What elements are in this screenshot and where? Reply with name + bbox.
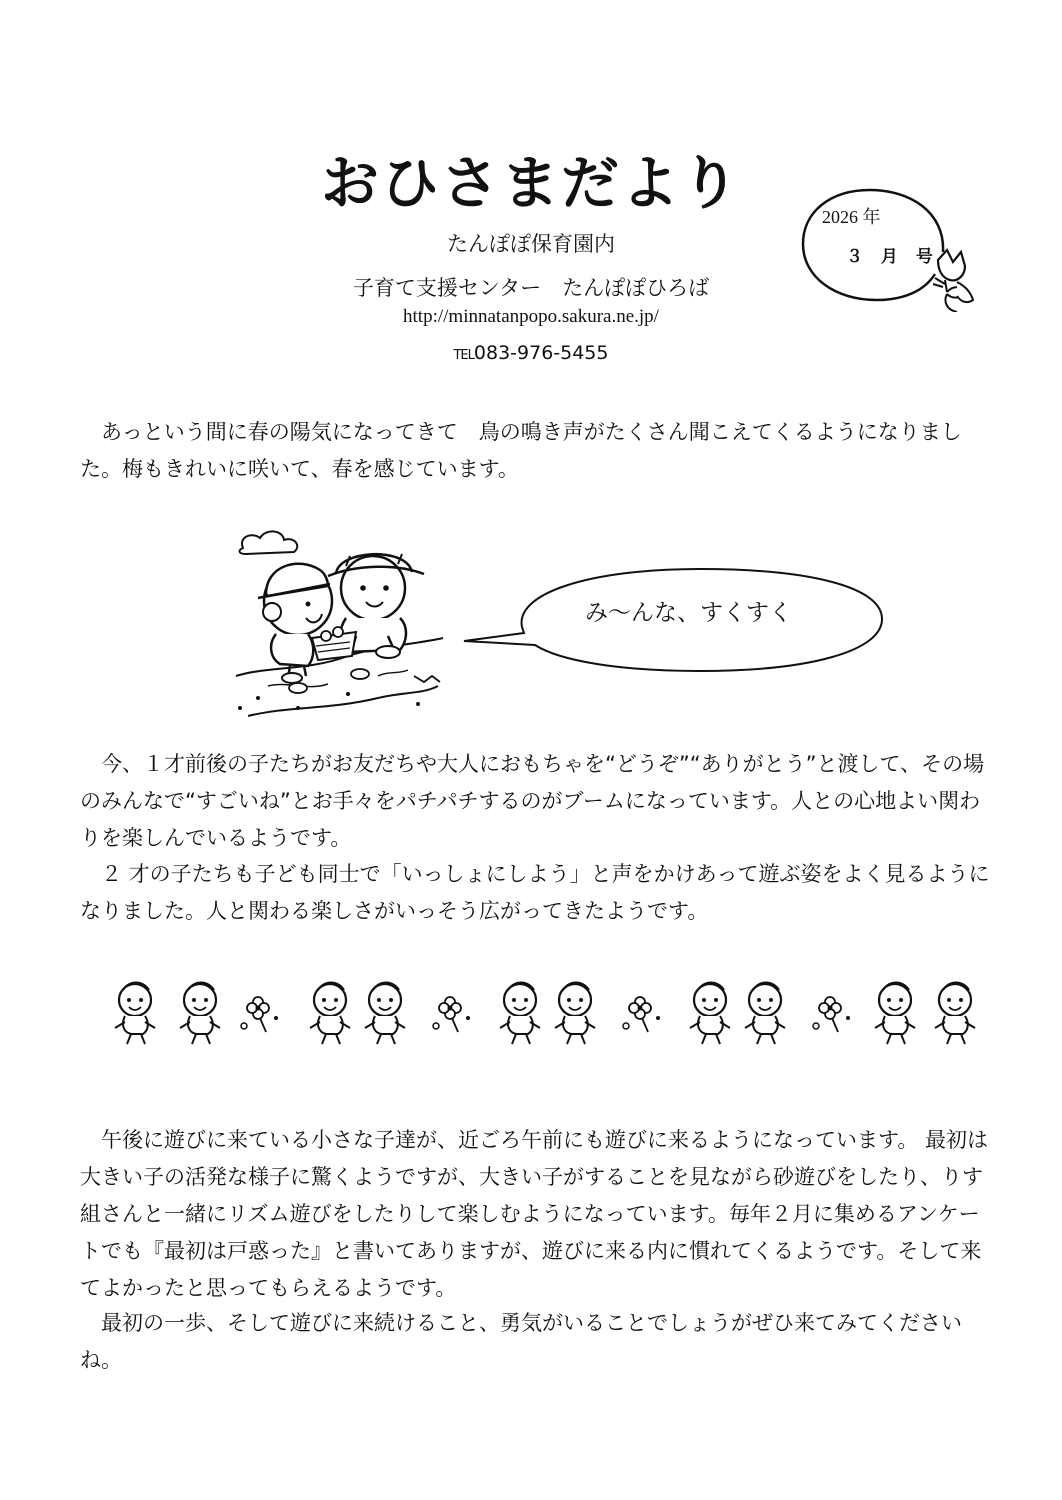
tel-label: TEL xyxy=(453,348,474,363)
tulip-icon xyxy=(933,250,973,312)
two-year-olds-paragraph: ２ 才の子たちも子ども同士で「いっしょにしよう」と声をかけあって遊ぶ姿をよく見るようになりました。人と関わる楽しさがいっそう広がってきたようです。 xyxy=(80,862,990,923)
children-playing-in-sand-illustration xyxy=(228,526,458,726)
intro-paragraph: あっという間に春の陽気になってきて 鳥の鳴き声がたくさん聞こえてくるようになりました。梅もきれいに咲いて、春を感じています。 xyxy=(80,420,962,481)
issue-month: ３ 月 号 xyxy=(846,247,939,267)
issue-year: 2026 年 xyxy=(822,207,881,227)
newsletter-title: おひさまだより xyxy=(320,149,741,217)
children-and-flowers-border-illustration xyxy=(110,980,980,1046)
closing-paragraph: 最初の一歩、そして遊びに来続けること、勇気がいることでしょうがぜひ来てみてくださいね。 xyxy=(80,1311,962,1372)
toddler-paragraph: 今、１才前後の子たちがお友だちや大人におもちゃを“どうぞ”“ありがとう”と渡して、その場のみんなで“すごいね”とお手々をパチパチするのがブームになっています。人との心地よい関わりを楽しんでいるようです。 xyxy=(80,752,985,850)
tel-number: 083-976-5455 xyxy=(473,342,609,364)
organization-line-2: 子育て支援センター たんぽぽひろば xyxy=(352,276,710,300)
telephone xyxy=(0,342,1062,364)
speech-bubble-text: み～んな、すくすく xyxy=(585,600,792,626)
afternoon-visitors-paragraph: 午後に遊びに来ている小さな子達が、近ごろ午前にも遊びに来るようになっています。 最初は大きい子の活発な様子に驚くようですが、大きい子がすることを見ながら砂遊びをしたり、りす組さんと一緒にリズム遊びをしたりして楽しむようになっています。毎年２月に集めるアンケートでも『最初は戸惑った』と書いてありますが、遊びに来る内に慣れてくるようです。そして来てよかったと思ってもらえるようです。 xyxy=(80,1128,988,1300)
website-url: http://minnatanpopo.sakura.ne.jp/ xyxy=(403,306,659,327)
organization-line-1: たんぽぽ保育園内 xyxy=(447,232,615,256)
